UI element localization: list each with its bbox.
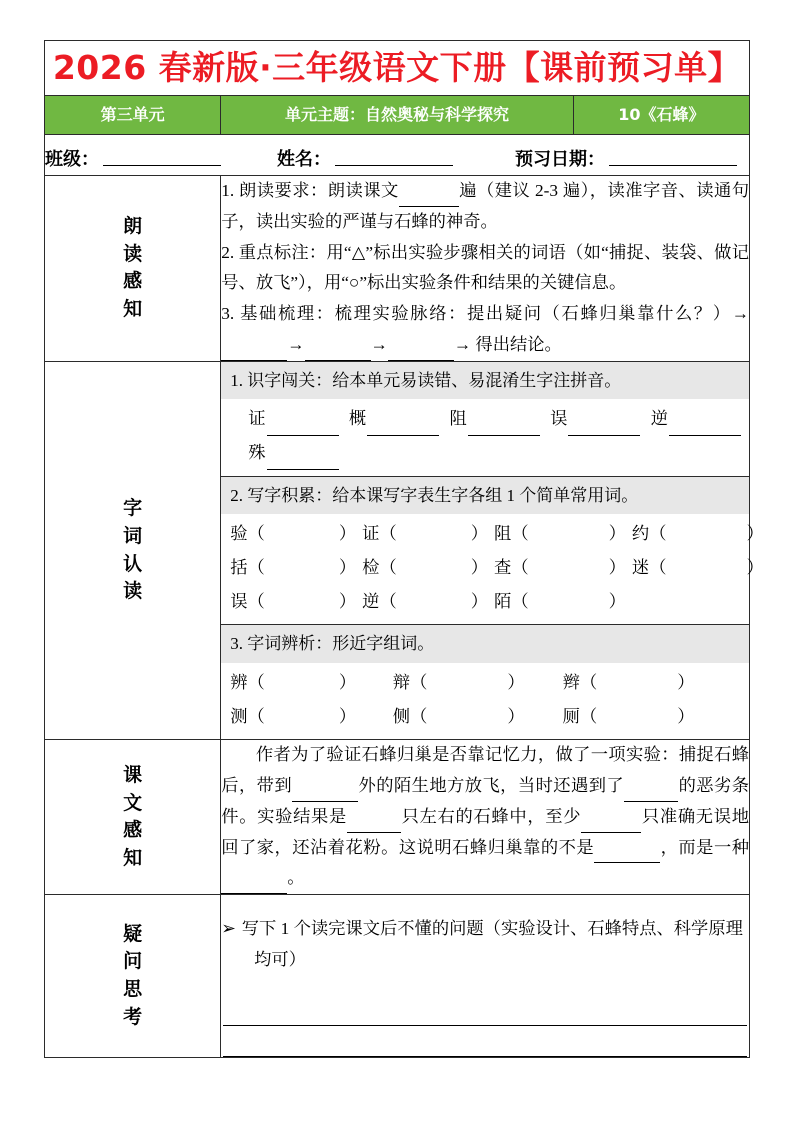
banner-theme: 单元主题：自然奥秘与科学探究 [221, 96, 574, 135]
question-prompt [221, 913, 749, 975]
label-words-char-3: 读 [123, 580, 143, 603]
paren-open: （ [379, 524, 397, 544]
write-item[interactable] [632, 551, 770, 585]
write-rows [221, 514, 764, 624]
banner-row [45, 96, 750, 135]
write-item[interactable] [362, 551, 494, 585]
info-row [45, 135, 750, 176]
section-reading [45, 176, 750, 362]
paren-open: （ [511, 524, 529, 544]
distinguish-rows [221, 663, 749, 739]
paren-open: （ [511, 557, 529, 577]
paren-close: ） [746, 557, 764, 577]
section-comprehension [45, 740, 750, 895]
write-char: 迷 [631, 557, 650, 577]
write-char: 检 [362, 557, 380, 577]
paren-open: （ [247, 672, 265, 692]
write-char: 括 [230, 557, 248, 577]
write-row [230, 517, 770, 551]
distinguish-char: 厕 [562, 706, 580, 726]
label-reading [45, 176, 221, 362]
distinguish-item[interactable] [563, 700, 733, 734]
title-row [45, 41, 750, 96]
distinguish-row [230, 666, 740, 700]
pinyin-item[interactable] [450, 402, 540, 436]
label-comprehension-char-2: 感 [123, 819, 143, 842]
distinguish-item[interactable] [393, 666, 563, 700]
banner-lesson: 10《石蜂》 [573, 96, 749, 135]
paren-open: （ [649, 524, 667, 544]
paren-close: ） [470, 524, 489, 544]
paren-close: ） [507, 672, 525, 692]
question-body [221, 895, 750, 1058]
write-item[interactable] [230, 585, 362, 619]
distinguish-char: 测 [230, 706, 248, 726]
comprehension-blank-3[interactable] [347, 814, 401, 833]
title-cell [45, 41, 750, 96]
label-question-char-1: 问 [123, 950, 143, 973]
reading-blank-times[interactable] [399, 188, 459, 207]
comprehension-blank-1[interactable] [292, 783, 358, 802]
write-char: 陌 [494, 591, 512, 611]
distinguish-item[interactable] [393, 700, 563, 734]
write-item[interactable] [362, 585, 494, 619]
distinguish-row [230, 700, 740, 734]
comprehension-p2: 外的陌生地方放飞，当时还遇到了 [358, 776, 625, 796]
pinyin-blank[interactable] [568, 417, 640, 436]
pinyin-item[interactable] [651, 402, 741, 436]
pinyin-char: 殊 [248, 442, 266, 462]
label-words [45, 361, 221, 740]
comprehension-blank-5[interactable] [594, 844, 660, 863]
comprehension-p5: 只准确无误地回了家，还沾着花粉。这说明石蜂归巢靠的不是 [221, 806, 749, 857]
info-cell [45, 135, 750, 176]
comprehension-blank-2[interactable] [624, 783, 678, 802]
distinguish-char: 辫 [562, 672, 580, 692]
name-field[interactable] [277, 145, 453, 171]
paren-close: ） [470, 591, 489, 611]
pinyin-blank[interactable] [468, 417, 540, 436]
distinguish-item[interactable] [563, 666, 733, 700]
label-words-char-2: 认 [123, 552, 143, 575]
worksheet-table [44, 40, 764, 1058]
reading-item-1 [221, 176, 749, 238]
label-comprehension-char-1: 文 [123, 791, 143, 814]
words-body [221, 361, 764, 740]
write-item[interactable] [632, 517, 770, 551]
date-field[interactable] [515, 145, 737, 171]
paren-close: ） [338, 557, 357, 577]
reading-item-3-a: 3. 基础梳理：梳理实验脉络：提出疑问（石蜂归巢靠什么？）→ [221, 304, 749, 324]
answer-line-1[interactable] [223, 995, 747, 1026]
label-reading-char-0: 朗 [123, 215, 143, 238]
answer-line-2[interactable] [223, 1026, 747, 1057]
pinyin-blank[interactable] [267, 451, 339, 470]
paren-open: （ [649, 557, 667, 577]
distinguish-item[interactable] [230, 700, 393, 734]
paren-open: （ [379, 557, 397, 577]
reading-item-1-a: 1. 朗读要求：朗读课文 [221, 181, 399, 200]
pinyin-item[interactable] [550, 402, 640, 436]
paren-open: （ [410, 672, 428, 692]
reading-blank-step-3[interactable] [388, 342, 454, 361]
pinyin-char: 证 [248, 409, 266, 429]
paren-open: （ [410, 706, 428, 726]
distinguish-char: 辨 [230, 672, 248, 692]
reading-item-3 [221, 299, 749, 361]
paren-close: ） [746, 524, 764, 544]
page-title: 2026 春新版·三年级语文下册【课前预习单】 [52, 48, 742, 88]
class-blank[interactable] [103, 164, 221, 166]
paren-close: ） [338, 591, 357, 611]
pinyin-blank[interactable] [267, 417, 339, 436]
comprehension-p3: 的恶劣条件。实验结果是 [221, 776, 749, 826]
label-reading-char-3: 知 [123, 297, 143, 320]
class-field[interactable] [45, 145, 221, 171]
write-item[interactable] [230, 517, 362, 551]
pinyin-blank[interactable] [367, 417, 439, 436]
pinyin-rows [221, 399, 749, 475]
paren-open: （ [247, 524, 265, 544]
paren-close: ） [677, 706, 695, 726]
distinguish-item[interactable] [230, 666, 393, 700]
write-char: 约 [631, 524, 650, 544]
comprehension-p6: ，而是一种 [660, 837, 749, 857]
reading-blank-step-2[interactable] [305, 342, 371, 361]
paren-close: ） [470, 557, 489, 577]
write-item[interactable] [230, 551, 362, 585]
class-label: 班级： [45, 149, 99, 170]
paren-close: ） [338, 672, 357, 692]
pinyin-item[interactable] [248, 402, 338, 436]
pinyin-item[interactable] [349, 402, 439, 436]
banner-unit: 第三单元 [45, 96, 221, 135]
pinyin-char: 概 [348, 409, 367, 429]
comprehension-p4: 只左右的石蜂中，至少 [400, 806, 582, 826]
reading-body [221, 176, 750, 362]
reading-arrow-2: → [370, 334, 388, 354]
comprehension-blank-6[interactable] [221, 875, 287, 894]
label-reading-char-1: 读 [123, 242, 143, 265]
label-question-char-3: 考 [123, 1005, 143, 1028]
paren-close: ） [677, 672, 695, 692]
paren-close: ） [338, 524, 357, 544]
label-words-char-0: 字 [123, 497, 143, 520]
reading-blank-step-1[interactable] [221, 342, 287, 361]
paren-open: （ [247, 557, 265, 577]
write-row [230, 551, 770, 585]
write-item-empty [632, 585, 770, 619]
paren-open: （ [579, 672, 598, 692]
write-char: 查 [494, 557, 512, 577]
date-label: 预习日期： [515, 149, 605, 170]
words-subhead-3: 3. 字词辨析：形近字组词。 [221, 624, 749, 663]
label-question [45, 895, 221, 1058]
label-reading-char-2: 感 [123, 270, 143, 293]
pinyin-row-1 [230, 402, 740, 436]
write-char: 证 [362, 524, 380, 544]
write-item[interactable] [362, 517, 494, 551]
words-subhead-1: 1. 识字闯关：给本单元易读错、易混淆生字注拼音。 [221, 362, 749, 400]
label-comprehension-char-3: 知 [123, 846, 143, 869]
write-row [230, 585, 770, 619]
paren-open: （ [379, 591, 397, 611]
pinyin-char: 阻 [449, 409, 467, 429]
pinyin-char: 逆 [650, 409, 669, 429]
date-blank[interactable] [609, 164, 737, 166]
pinyin-row-2 [230, 436, 740, 470]
comprehension-paragraph [221, 740, 749, 894]
comprehension-body [221, 740, 750, 895]
comprehension-blank-4[interactable] [581, 814, 641, 833]
label-comprehension-char-0: 课 [123, 764, 143, 787]
pinyin-char: 误 [550, 409, 568, 429]
reading-item-1-b: 遍（建议 2-3 遍），读准字音、读通句子，读出实验的严谨与石蜂的神奇。 [221, 181, 749, 231]
paren-close: ） [338, 706, 357, 726]
comprehension-p1: 作者为了验证石蜂归巢是否靠记忆力，做了一项实验：捕捉石蜂后，带到 [221, 745, 749, 796]
write-item[interactable] [494, 551, 632, 585]
label-question-char-2: 思 [123, 977, 143, 1000]
paren-close: ） [507, 706, 525, 726]
label-question-char-0: 疑 [123, 922, 143, 945]
paren-close: ） [608, 591, 626, 611]
paren-close: ） [608, 524, 626, 544]
write-char: 阻 [494, 524, 512, 544]
section-question [45, 895, 750, 1058]
name-label: 姓名： [277, 149, 331, 170]
name-blank[interactable] [335, 164, 453, 166]
distinguish-item-empty [733, 700, 740, 734]
reading-item-3-end: → 得出结论。 [453, 334, 562, 354]
write-char: 验 [230, 524, 248, 544]
question-prompt-text: 写下 1 个读完课文后不懂的问题（实验设计、石蜂特点、科学原理均可） [241, 918, 743, 969]
reading-arrow-1: → [287, 334, 305, 354]
write-char: 误 [230, 591, 248, 611]
reading-item-2: 2. 重点标注：用“△”标出实验步骤相关的词语（如“捕捉、装袋、做记号、放飞”），用“○”标出实验条件和结果的关键信息。 [221, 242, 749, 293]
write-item[interactable] [494, 517, 632, 551]
section-words [45, 361, 750, 740]
label-words-char-1: 词 [123, 524, 143, 547]
label-comprehension [45, 740, 221, 895]
paren-open: （ [579, 706, 598, 726]
pinyin-item[interactable] [248, 436, 338, 470]
comprehension-p7: 。 [287, 868, 305, 888]
distinguish-item-empty [733, 666, 740, 700]
distinguish-char: 侧 [392, 706, 411, 726]
distinguish-char: 辩 [392, 672, 411, 692]
paren-open: （ [247, 591, 265, 611]
words-subhead-2: 2. 写字积累：给本课写字表生字各组 1 个简单常用词。 [221, 476, 749, 515]
paren-open: （ [247, 706, 265, 726]
write-item[interactable] [494, 585, 632, 619]
paren-close: ） [608, 557, 626, 577]
paren-open: （ [511, 591, 529, 611]
pinyin-blank[interactable] [669, 417, 741, 436]
arrow-bullet-icon: ➢ [221, 918, 236, 938]
write-char: 逆 [362, 591, 380, 611]
